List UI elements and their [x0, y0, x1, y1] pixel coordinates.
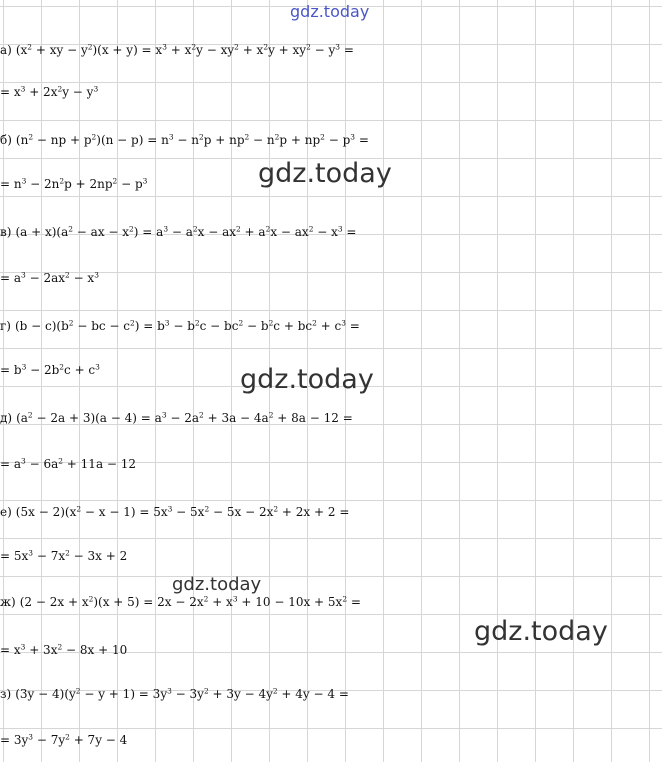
- problem-e-line-1: [0, 506, 662, 519]
- problem-g-label: г): [0, 319, 11, 333]
- problem-z-label: з): [0, 687, 12, 701]
- problem-v-expression: $(a + x)(a^2$ − ax − $x^2) = a^3 - a^2x - ax^2 + a^2x - ax^2 - x^3$ =: [15, 224, 357, 239]
- problem-e-expression: $(5x - 2)(x^2 - x - 1) = 5x^3 - 5x^2 - 5x - 2x^2 + 2x + 2$ =: [15, 504, 350, 519]
- problem-d-line-1: [0, 412, 662, 425]
- problem-a-expression: ($x^2$ + xy − $y^2)(x + y) = x^3 + x^2y - xy^2 + x^2y + xy^2 - y^3$ =: [15, 42, 354, 57]
- problem-v-label: в): [0, 225, 12, 239]
- problem-v-line-1: [0, 226, 662, 239]
- problem-e-result: = $5x^3 - 7x^2 - 3x + 2$: [0, 548, 128, 563]
- problem-e-line-2: [0, 550, 662, 563]
- problem-d-expression: $(a^2 - 2a + 3)(a - 4) = a^3 - 2a^2 + 3a - 4a^2 + 8a - 12$ =: [16, 410, 353, 425]
- problem-g-line-2: [0, 364, 662, 377]
- problem-zh-line-2: [0, 644, 662, 657]
- problem-b-expression: ($n^2$ − np + $p^2)(n - p) = n^3 - n^2p + np^2 - n^2p + np^2 - p^3$ =: [15, 132, 369, 147]
- problem-a-line-2: [0, 86, 662, 99]
- problem-zh-result: = $x^3 + 3x^2 - 8x + 10$: [0, 642, 128, 657]
- problem-zh-label: ж): [0, 595, 16, 609]
- problem-a-result: = $x^3 + 2x^2y - y^3$: [0, 84, 99, 99]
- problem-a-label: а): [0, 43, 12, 57]
- problem-g-expression: $(b - c)(b^2$ − bc − $c^2) = b^3 - b^2c - bc^2 - b^2c + bc^2 + c^3$ =: [14, 318, 360, 333]
- problem-d-result: = $a^3 - 6a^2 + 11a - 12$: [0, 456, 137, 471]
- watermark-middle-1: gdz.today: [258, 158, 392, 189]
- problem-b-result: = $n^3 - 2n^2p + 2np^2 - p^3$: [0, 176, 148, 191]
- problem-b-label: б): [0, 133, 12, 147]
- problem-d-line-2: [0, 458, 662, 471]
- problem-z-result: = $3y^3 - 7y^2 + 7y - 4$: [0, 732, 128, 747]
- watermark-middle-3: gdz.today: [172, 574, 262, 595]
- problem-b-line-2: [0, 178, 662, 191]
- watermark-top: gdz.today: [290, 2, 370, 21]
- problem-z-line-1: [0, 688, 662, 701]
- problem-d-label: д): [0, 411, 13, 425]
- problem-g-line-1: [0, 320, 662, 333]
- problem-v-line-2: [0, 272, 662, 285]
- problem-b-line-1: [0, 134, 662, 147]
- problem-zh-line-1: [0, 596, 662, 609]
- problem-g-result: = $b^3 - 2b^2c + c^3$: [0, 362, 100, 377]
- problem-zh-expression: $(2 - 2x + x^2)(x + 5) = 2x - 2x^2 + x^3 + 10 - 10x + 5x^2$ =: [19, 594, 361, 609]
- problem-a-line-1: [0, 44, 662, 57]
- problem-e-label: е): [0, 505, 12, 519]
- problem-v-result: = $a^3 - 2ax^2 - x^3$: [0, 270, 99, 285]
- problem-z-expression: $(3y - 4)(y^2 - y + 1) = 3y^3 - 3y^2 + 3y - 4y^2 + 4y - 4$ =: [15, 686, 349, 701]
- watermark-middle-2: gdz.today: [240, 364, 374, 395]
- problem-z-line-2: [0, 734, 662, 747]
- watermark-middle-4: gdz.today: [474, 616, 608, 647]
